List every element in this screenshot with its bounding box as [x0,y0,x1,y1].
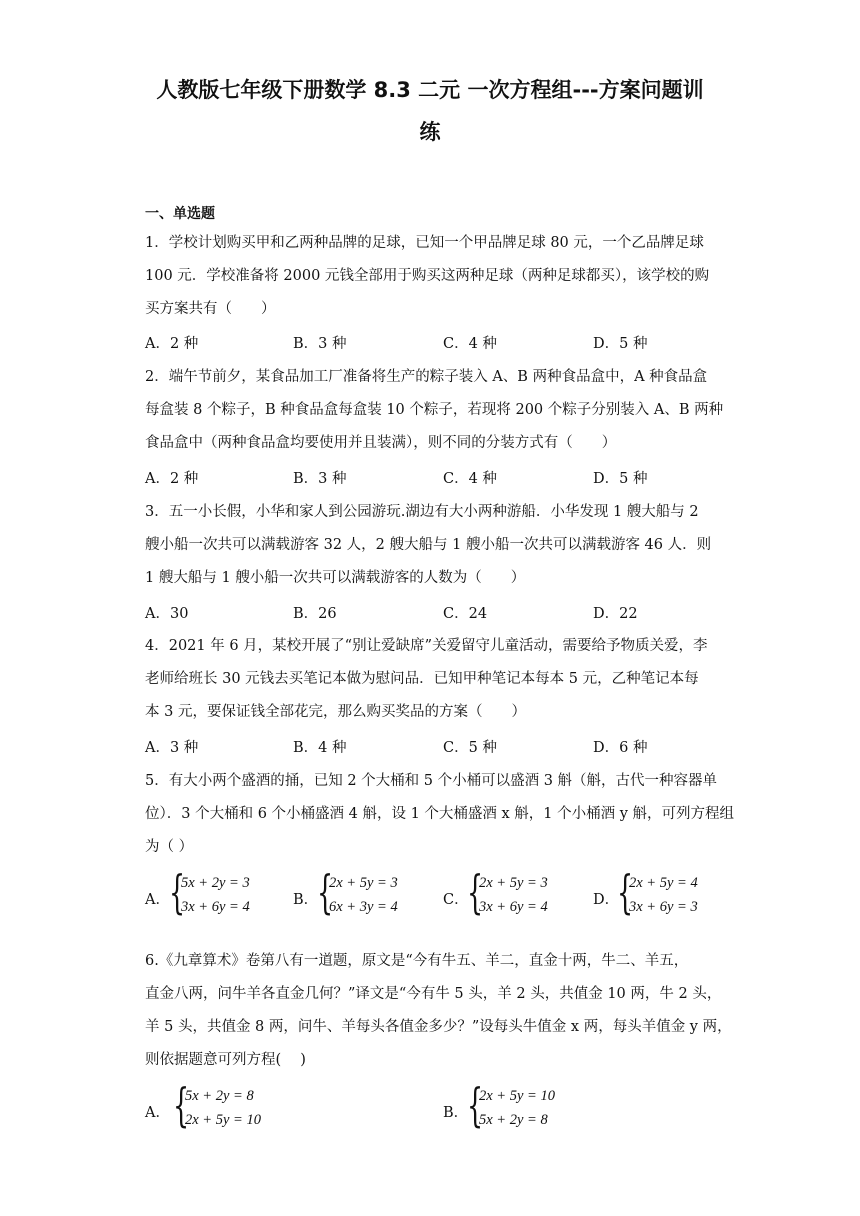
equation-1: 2x + 5y = 3 [329,875,398,891]
option-a: A．30 [145,606,189,622]
option-c: C．24 [443,606,488,622]
question-3-line-3: 1 艘大船与 1 艘小船一次共可以满载游客的人数为（ ） [145,570,526,586]
question-2-line-1: 2．端午节前夕，某食品加工厂准备将生产的粽子装入 A、B 两种食品盒中，A 种食品盒 [145,369,708,385]
question-6-line-4: 则依据题意可列方程( ) [145,1052,306,1068]
equation-2: 3x + 6y = 3 [629,899,698,915]
question-6-line-2: 直金八两，问牛羊各直金几何？”译文是“今有牛 5 头，羊 2 头，共值金 10 两，牛 2 头， [145,986,722,1002]
question-5-options [145,865,725,924]
question-1-line-3: 买方案共有（ ） [145,301,276,317]
option-letter: B． [293,892,319,908]
section-heading: 一、单选题 [145,206,215,222]
question-1-options [145,332,725,354]
question-5-line-3: 为（ ） [145,839,194,855]
option-letter: A． [145,892,170,908]
option-d: D．22 [593,606,638,622]
brace-icon: { [169,865,186,919]
option-a: A．2 种 [145,471,199,487]
question-2-line-3: 食品盒中（两种食品盒均要使用并且装满），则不同的分装方式有（ ） [145,435,617,451]
equation-1: 5x + 2y = 8 [185,1088,254,1104]
document-title-line2: 练 [419,120,441,144]
option-b: B．3 种 [293,471,347,487]
brace-icon: { [173,1078,190,1132]
question-3-line-2: 艘小船一次共可以满载游客 32 人，2 艘大船与 1 艘小船一次共可以满载游客 46 人．则 [145,537,712,553]
question-4-line-1: 4．2021 年 6 月，某校开展了“别让爱缺席”关爱留守儿童活动，需要给予物质关爱，李 [145,638,708,654]
question-4-line-3: 本 3 元，要保证钱全部花完，那么购买奖品的方案（ ） [145,704,526,720]
option-letter: A． [145,1105,170,1121]
question-6-line-1: 6.《九章算术》卷第八有一道题，原文是“今有牛五、羊二，直金十两，牛二、羊五， [145,953,689,969]
question-1-line-2: 100 元．学校准备将 2000 元钱全部用于购买这两种足球（两种足球都买），该学校的购 [145,268,710,284]
brace-icon: { [467,1078,484,1132]
equation-1: 2x + 5y = 10 [479,1088,555,1104]
question-6-options [145,1078,725,1137]
option-d: D．6 种 [593,740,648,756]
option-a: A．3 种 [145,740,199,756]
question-5-line-1: 5．有大小两个盛酒的捅，已知 2 个大桶和 5 个小桶可以盛酒 3 斛（斛，古代一种容器单 [145,773,718,789]
equation-1: 5x + 2y = 3 [181,875,250,891]
brace-icon: { [467,865,484,919]
question-3-line-1: 3．五一小长假，小华和家人到公园游玩.湖边有大小两种游船．小华发现 1 艘大船与 2 [145,504,699,520]
option-d: D．5 种 [593,336,648,352]
brace-icon: { [617,865,634,919]
question-3-options [145,602,725,624]
question-5-line-2: 位）．3 个大桶和 6 个小桶盛酒 4 斛，设 1 个大桶盛酒 x 斛，1 个小桶酒 y 斛，可列方程组 [145,806,735,822]
equation-1: 2x + 5y = 3 [479,875,548,891]
option-letter: D． [593,892,620,908]
document-title-line1: 人教版七年级下册数学 8.3 二元 一次方程组---方案问题训 [156,78,704,102]
question-4-line-2: 老师给班长 30 元钱去买笔记本做为慰问品．已知甲种笔记本每本 5 元，乙种笔记本每 [145,671,699,687]
question-6-line-3: 羊 5 头，共值金 8 两，问牛、羊每头各值金多少？”设每头牛值金 x 两，每头羊值金 y 两， [145,1019,732,1035]
option-b: B．4 种 [293,740,347,756]
option-letter: B． [443,1105,469,1121]
option-b: B．26 [293,606,337,622]
equation-1: 2x + 5y = 4 [629,875,698,891]
equation-2: 3x + 6y = 4 [181,899,250,915]
option-c: C．4 种 [443,336,497,352]
equation-2: 3x + 6y = 4 [479,899,548,915]
brace-icon: { [317,865,334,919]
question-2-options [145,467,725,489]
option-letter: C． [443,892,469,908]
question-1-line-1: 1．学校计划购买甲和乙两种品牌的足球，已知一个甲品牌足球 80 元，一个乙品牌足球 [145,235,704,251]
equation-2: 5x + 2y = 8 [479,1112,548,1128]
question-2-line-2: 每盒装 8 个粽子，B 种食品盒每盒装 10 个粽子，若现将 200 个粽子分别装入 A、B 两种 [145,402,724,418]
option-d: D．5 种 [593,471,648,487]
question-4-options [145,736,725,758]
equation-2: 6x + 3y = 4 [329,899,398,915]
equation-2: 2x + 5y = 10 [185,1112,261,1128]
option-b: B．3 种 [293,336,347,352]
option-c: C．5 种 [443,740,497,756]
option-a: A．2 种 [145,336,199,352]
option-c: C．4 种 [443,471,497,487]
